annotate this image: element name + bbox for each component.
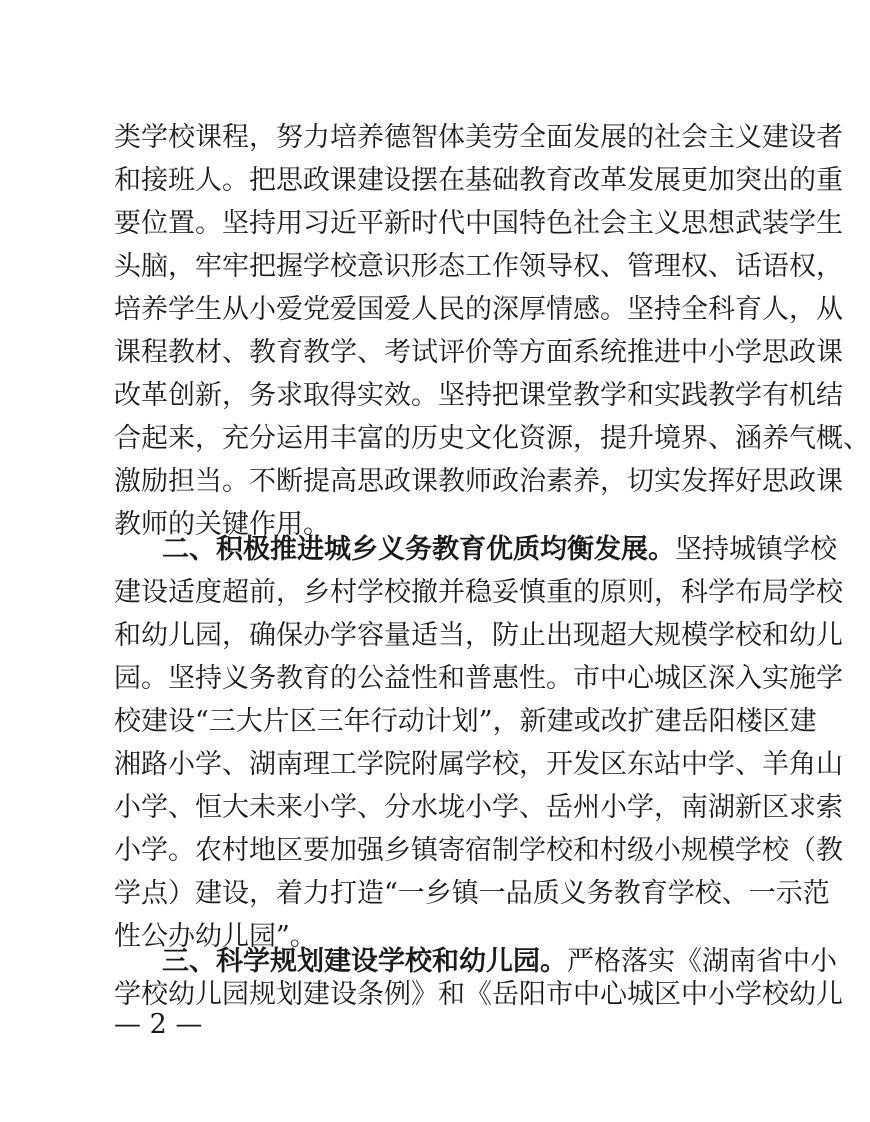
body-text-line: 激励担当。不断提高思政课教师政治素养，切实发挥好思政课 bbox=[114, 466, 843, 497]
body-text-line: 课程教材、教育教学、考试评价等方面系统推进中小学思政课 bbox=[114, 337, 843, 368]
body-text-line: 改革创新，务求取得实效。坚持把课堂教学和实践教学有机结 bbox=[114, 380, 843, 411]
body-text-line: 性公办幼儿园”。 bbox=[114, 921, 317, 952]
body-text-line: 小学。农村地区要加强乡镇寄宿制学校和村级小规模学校（教 bbox=[114, 835, 843, 866]
body-text-line: 要位置。坚持用习近平新时代中国特色社会主义思想武装学生 bbox=[114, 208, 843, 239]
body-text-line: 湘路小学、湖南理工学院附属学校，开发区东站中学、羊角山 bbox=[114, 749, 843, 780]
body-text-line: 园。坚持义务教育的公益性和普惠性。市中心城区深入实施学 bbox=[114, 663, 843, 694]
body-text-line: 和接班人。把思政课建设摆在基础教育改革发展更加突出的重 bbox=[114, 165, 843, 196]
body-text-line: 头脑，牢牢把握学校意识形态工作领导权、管理权、话语权， bbox=[114, 251, 843, 282]
body-text-line: 建设适度超前，乡村学校撤并稳妥慎重的原则，科学布局学校 bbox=[114, 577, 843, 608]
section-heading: 二、积极推进城乡义务教育优质均衡发展。 bbox=[162, 534, 675, 565]
body-text-line: 学校幼儿园规划建设条例》和《岳阳市中心城区中小学校幼儿 bbox=[114, 979, 843, 1010]
page-number: — 2 — bbox=[114, 1009, 203, 1040]
body-text-line: 学点）建设，着力打造“一乡镇一品质义务教育学校、一示范 bbox=[114, 878, 830, 909]
body-text-run: 坚持城镇学校 bbox=[675, 534, 837, 565]
body-text-line: 和幼儿园，确保办学容量适当，防止出现超大规模学校和幼儿 bbox=[114, 620, 843, 651]
body-text-line: 小学、恒大未来小学、分水垅小学、岳州小学，南湖新区求索 bbox=[114, 792, 843, 823]
body-text-line: 校建设“三大片区三年行动计划”，新建或改扩建岳阳楼区建 bbox=[114, 706, 817, 737]
body-text-line: 类学校课程，努力培养德智体美劳全面发展的社会主义建设者 bbox=[114, 122, 843, 153]
body-text-line: 培养学生从小爱党爱国爱人民的深厚情感。坚持全科育人，从 bbox=[114, 294, 843, 325]
section-heading-line bbox=[162, 530, 837, 570]
body-text-line: 教师的关键作用。 bbox=[114, 509, 330, 540]
section-heading: 三、科学规划建设学校和幼儿园。 bbox=[162, 946, 567, 977]
body-text-run: 严格落实《湖南省中小 bbox=[567, 946, 837, 977]
body-text-line: 合起来，充分运用丰富的历史文化资源，提升境界、涵养气概、 bbox=[114, 423, 870, 454]
